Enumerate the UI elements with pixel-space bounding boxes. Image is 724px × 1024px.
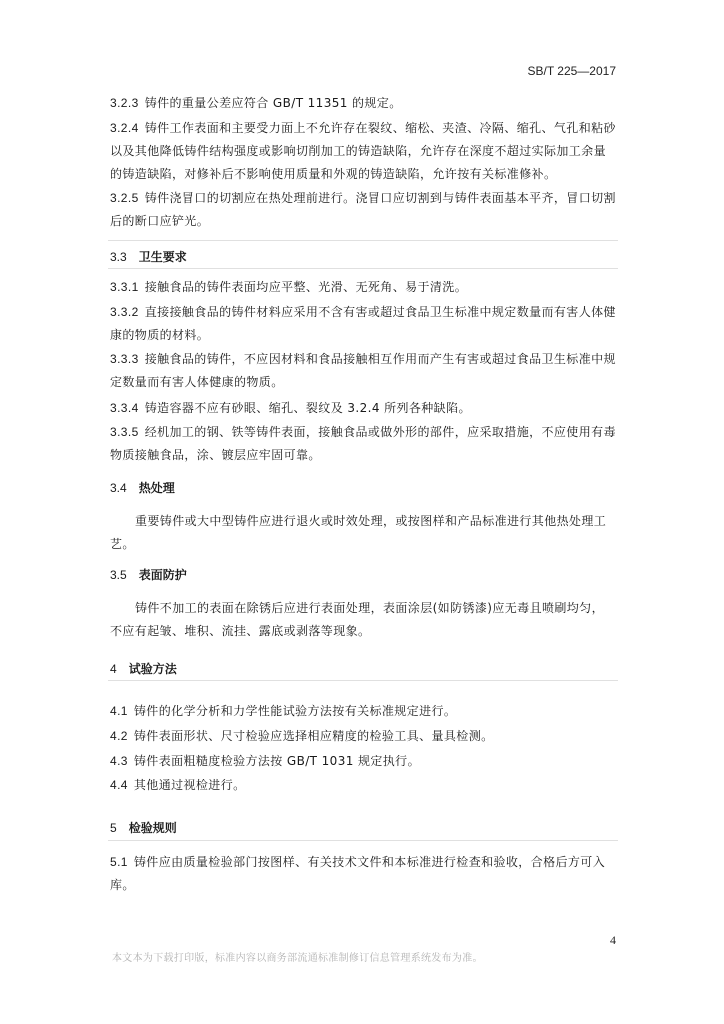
clause-text: 其他通过视检进行。 bbox=[133, 778, 246, 792]
clause-number: 4.3 bbox=[110, 754, 128, 768]
section-heading-3-5 bbox=[110, 566, 187, 583]
clause-number: 3.3.2 bbox=[110, 305, 139, 319]
clause-text: 铸件应由质量检验部门按图样、有关技术文件和本标准进行检查和验收，合格后方可入库。 bbox=[110, 855, 606, 892]
page-number: 4 bbox=[610, 933, 616, 947]
section-number: 3.3 bbox=[110, 250, 127, 264]
clause-text: 铸件表面形状、尺寸检验应选择相应精度的检验工具、量具检测。 bbox=[133, 729, 494, 743]
clause-number: 3.3.4 bbox=[110, 401, 139, 415]
clause-number: 3.2.5 bbox=[110, 191, 139, 205]
clause-3-3-3 bbox=[110, 348, 616, 394]
standard-code-header: SB/T 225—2017 bbox=[527, 64, 616, 78]
clause-5-1 bbox=[110, 851, 616, 897]
paragraph-text: 重要铸件或大中型铸件应进行退火或时效处理，或按图样和产品标准进行其他热处理工艺。 bbox=[110, 514, 607, 551]
clause-4-3 bbox=[110, 750, 616, 773]
section-number: 5 bbox=[110, 821, 117, 835]
section-heading-3-3 bbox=[110, 248, 187, 265]
section-heading-4 bbox=[110, 660, 177, 677]
section-title: 热处理 bbox=[138, 481, 175, 495]
clause-number: 5.1 bbox=[110, 855, 128, 869]
clause-3-3-1 bbox=[110, 276, 616, 299]
clause-text: 铸件浇冒口的切割应在热处理前进行。浇冒口应切割到与铸件表面基本平齐，冒口切割后的断口应铲光。 bbox=[110, 191, 616, 228]
section-title: 表面防护 bbox=[138, 568, 187, 582]
paragraph-3-4 bbox=[110, 510, 616, 556]
clause-number: 4.4 bbox=[110, 778, 128, 792]
clause-3-3-5 bbox=[110, 421, 616, 467]
clause-3-3-2 bbox=[110, 301, 616, 347]
clause-text: 直接接触食品的铸件材料应采用不含有害或超过食品卫生标准中规定数量而有害人体健康的物质的材料。 bbox=[110, 305, 616, 342]
section-title: 检验规则 bbox=[128, 821, 177, 835]
clause-text: 接触食品的铸件表面均应平整、光滑、无死角、易于清洗。 bbox=[144, 280, 468, 294]
clause-text: 铸件表面粗糙度检验方法按 GB/T 1031 规定执行。 bbox=[133, 754, 420, 768]
section-number: 3.5 bbox=[110, 568, 127, 582]
clause-number: 3.3.1 bbox=[110, 280, 139, 294]
paragraph-3-5 bbox=[110, 597, 616, 643]
download-notice-footer: 本文本为下载打印版，标准内容以商务部流通标准制修订信息管理系统发布为准。 bbox=[112, 953, 483, 964]
clause-3-2-3 bbox=[110, 92, 616, 115]
clause-number: 4.2 bbox=[110, 729, 128, 743]
clause-text: 铸件的重量公差应符合 GB/T 11351 的规定。 bbox=[144, 96, 402, 110]
clause-text: 经机加工的钢、铁等铸件表面，接触食品或做外形的部件，应采取措施，不应使用有毒物质接触食品，涂、镀层应牢固可靠。 bbox=[110, 425, 616, 462]
divider bbox=[108, 840, 618, 841]
clause-text: 铸件工作表面和主要受力面上不允许存在裂纹、缩松、夹渣、冷隔、缩孔、气孔和粘砂以及其他降低铸件结构强度或影响切削加工的铸造缺陷，允许存在深度不超过实际加工余量的铸造缺陷，对修补后不影响使用质量和外观的铸造缺陷，允许按有关标准修补。 bbox=[110, 121, 616, 181]
divider bbox=[108, 240, 618, 241]
clause-4-2 bbox=[110, 725, 616, 748]
clause-number: 3.2.3 bbox=[110, 96, 139, 110]
clause-number: 4.1 bbox=[110, 704, 128, 718]
section-number: 3.4 bbox=[110, 481, 127, 495]
section-heading-3-4 bbox=[110, 479, 175, 496]
divider bbox=[108, 268, 618, 269]
clause-text: 铸件的化学分析和力学性能试验方法按有关标准规定进行。 bbox=[133, 704, 457, 718]
divider bbox=[108, 680, 618, 681]
clause-number: 3.2.4 bbox=[110, 121, 139, 135]
paragraph-text: 铸件不加工的表面在除锈后应进行表面处理，表面涂层(如防锈漆)应无毒且喷刷均匀，不应有起皱、堆积、流挂、露底或剥落等现象。 bbox=[110, 601, 604, 638]
clause-number: 3.3.3 bbox=[110, 352, 139, 366]
section-heading-5 bbox=[110, 819, 177, 836]
clause-3-2-5 bbox=[110, 187, 616, 233]
section-number: 4 bbox=[110, 662, 117, 676]
clause-4-1 bbox=[110, 700, 616, 723]
clause-4-4 bbox=[110, 774, 616, 797]
clause-3-3-4 bbox=[110, 397, 616, 420]
clause-3-2-4 bbox=[110, 117, 616, 186]
section-title: 试验方法 bbox=[128, 662, 177, 676]
section-title: 卫生要求 bbox=[138, 250, 187, 264]
clause-text: 接触食品的铸件，不应因材料和食品接触相互作用而产生有害或超过食品卫生标准中规定数量而有害人体健康的物质。 bbox=[110, 352, 616, 389]
clause-number: 3.3.5 bbox=[110, 425, 139, 439]
clause-text: 铸造容器不应有砂眼、缩孔、裂纹及 3.2.4 所列各种缺陷。 bbox=[144, 401, 471, 415]
